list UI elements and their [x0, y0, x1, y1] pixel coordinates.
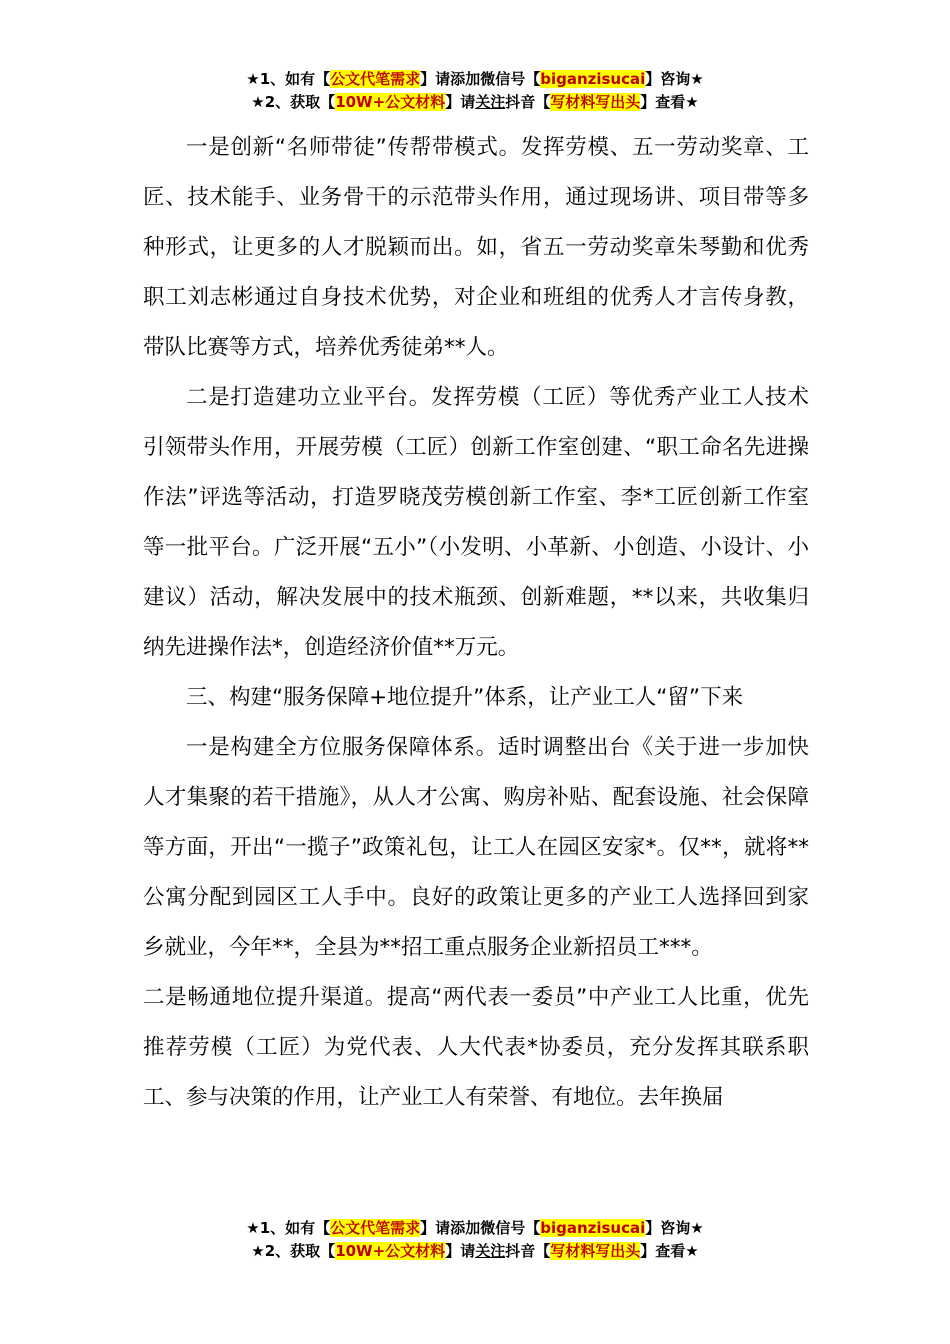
header-banner — [0, 68, 950, 114]
paragraph: 一是构建全方位服务保障体系。适时调整出台《关于进一步加快人才集聚的若干措施》，从人才公寓、购房补贴、配套设施、社会保障等方面，开出“一揽子”政策礼包，让工人在园区安家*。仅**，就将**公寓分配到园区工人手中。良好的政策让更多的产业工人选择回到家乡就业，今年**，全县为**招工重点服务企业新招员工***。 — [143, 735, 809, 960]
section-heading: 三、构建“服务保障+地位提升”体系，让产业工人“留”下来 — [186, 685, 744, 710]
highlight-douyin: 写材料写出头 — [550, 93, 641, 111]
highlight-wechat-id: biganzisucai — [540, 70, 646, 88]
banner-line-1: ★1、如有【公文代笔需求】请添加微信号【biganzisucai】咨询★ — [246, 1219, 704, 1237]
banner-line-1: ★1、如有【公文代笔需求】请添加微信号【biganzisucai】咨询★ — [246, 70, 704, 88]
paragraph: 二是畅通地位提升渠道。提高“两代表一委员”中产业工人比重，优先推荐劳模（工匠）为党代表、人大代表*协委员，充分发挥其联系职工、参与决策的作用，让产业工人有荣誉、有地位。去年换届 — [143, 985, 809, 1110]
footer-banner — [0, 1217, 950, 1263]
highlight-wechat-id: biganzisucai — [540, 1219, 646, 1237]
highlight-service: 公文代笔需求 — [330, 70, 421, 88]
highlight-materials: 10W+公文材料 — [335, 93, 446, 111]
highlight-douyin: 写材料写出头 — [550, 1242, 641, 1260]
highlight-service: 公文代笔需求 — [330, 1219, 421, 1237]
paragraph: 二是打造建功立业平台。发挥劳模（工匠）等优秀产业工人技术引领带头作用，开展劳模（工匠）创新工作室创建、“职工命名先进操作法”评选等活动，打造罗晓茂劳模创新工作室、李*工匠创新工作室等一批平台。广泛开展“五小”（小发明、小革新、小创造、小设计、小建议）活动，解决发展中的技术瓶颈、创新难题，**以来，共收集归纳先进操作法*，创造经济价值**万元。 — [143, 385, 809, 660]
highlight-materials: 10W+公文材料 — [335, 1242, 446, 1260]
paragraph: 一是创新“名师带徒”传帮带模式。发挥劳模、五一劳动奖章、工匠、技术能手、业务骨干的示范带头作用，通过现场讲、项目带等多种形式，让更多的人才脱颖而出。如，省五一劳动奖章朱琴勤和优秀职工刘志彬通过自身技术优势，对企业和班组的优秀人才言传身教，带队比赛等方式，培养优秀徒弟**人。 — [143, 135, 809, 360]
banner-line-2: ★2、获取【10W+公文材料】请关注抖音【写材料写出头】查看★ — [251, 1242, 699, 1260]
document-body — [143, 123, 809, 1123]
banner-line-2: ★2、获取【10W+公文材料】请关注抖音【写材料写出头】查看★ — [251, 93, 699, 111]
